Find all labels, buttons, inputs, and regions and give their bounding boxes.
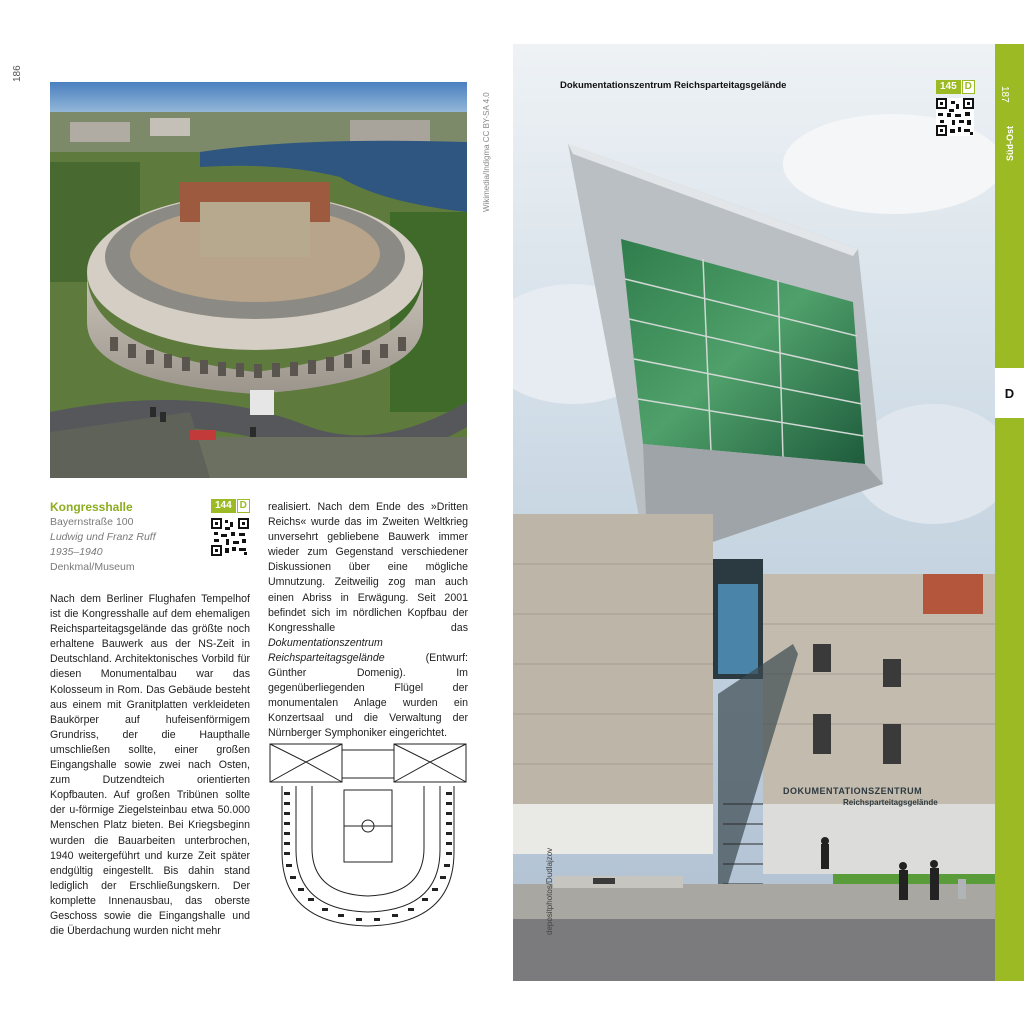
entry-architects: Ludwig und Franz Ruff [50,531,156,543]
page-number-right: 187 [999,86,1010,103]
photo-credit-right: depositphotos/Dudlajzov [545,847,554,935]
body-text-part-a: realisiert. Nach dem Ende des »Dritten Reichs« wurde das im Zweiten Weltkrieg unversehrt gebliebene Bauwerk immer wieder zum Gegenstand verschiedener Diskussionen über eine mögliche Umnutzung. Zeitweilig zog man auch einen Abriss in Erwägung. Seit 2001 befindet sich im nördlichen Kopfbau der Kongresshalle das [268,501,468,634]
sign-line-2: Reichsparteitagsgelände [843,798,938,807]
qr-code-icon[interactable] [936,98,974,136]
badge-number: 144 [211,499,236,513]
photo-credit-left: Wikimedia/Indigma CC BY-SA 4.0 [482,92,491,212]
body-text-column-1: Nach dem Berliner Flughafen Tempelhof ist die Kongresshalle auf dem ehemaligen Reichsparteitagsgelände das größte noch erhaltene Bauwerk aus der NS-Zeit in Deutschland. Architektonisches Vorbild für diesen Monumentalbau war das Kolosseum in Rom. Das Gebäude besteht aus einem mit Granitplatten verkleideten Baukörper auf hufeisenförmigem Grundriss, der die Haupthalle umschließen sollte, einer großen Eingangshalle sowie zwei nach Osten, zum Dutzendteich orientierten Kopfbauten. Auf großen Tribünen sollte der u-förmige Ziegelsteinbau etwa 50.000 Menschen Platz bieten. Bei Kriegsbeginn wurden die Bauarbeiten unterbrochen, 1940 weitergeführt und kurze Zeit später endgültig eingestellt. Bis dahin stand lediglich der Erschließungskern. Der komplette Innenausbau, das oberste Geschoss sowie die Eingangshalle und die Überdachung wurden nicht mehr [50,593,250,938]
chapter-tab-letter[interactable]: D [995,368,1024,418]
badge-letter-145: D [962,80,975,94]
kongresshalle-aerial-photo [50,82,467,478]
body-text-part-b: (Entwurf: Günther Domenig). Im gegenüberliegenden Flügel der monumentalen Anlage wurden ein Konzertsaal und die Verwaltung der Nürnberger Symphoniker eingerichtet. [268,651,468,740]
building-sign [783,786,938,808]
entry-category: Denkmal/Museum [50,561,135,573]
body-text-italic-title: Dokumentationszentrum Reichsparteitagsgelände [268,636,385,664]
entry-badge-145 [936,80,975,94]
chapter-tab-bar [995,44,1024,981]
photo-title: Dokumentationszentrum Reichsparteitagsgelände [560,80,787,91]
page-number-left: 186 [12,65,23,82]
entry-years: 1935–1940 [50,546,103,558]
body-text-column-2 [268,500,468,742]
dokumentationszentrum-photo [513,44,995,981]
entry-badge [211,499,250,513]
kongresshalle-floor-plan [268,742,468,930]
qr-code-icon[interactable] [211,518,249,556]
sign-line-1: DOKUMENTATIONSZENTRUM [783,786,923,796]
badge-number-145: 145 [936,80,961,94]
entry-title: Kongresshalle [50,500,133,514]
badge-letter: D [237,499,250,513]
entry-address: Bayernstraße 100 [50,516,134,528]
chapter-tab-label[interactable]: Süd-Ost [1005,126,1015,161]
